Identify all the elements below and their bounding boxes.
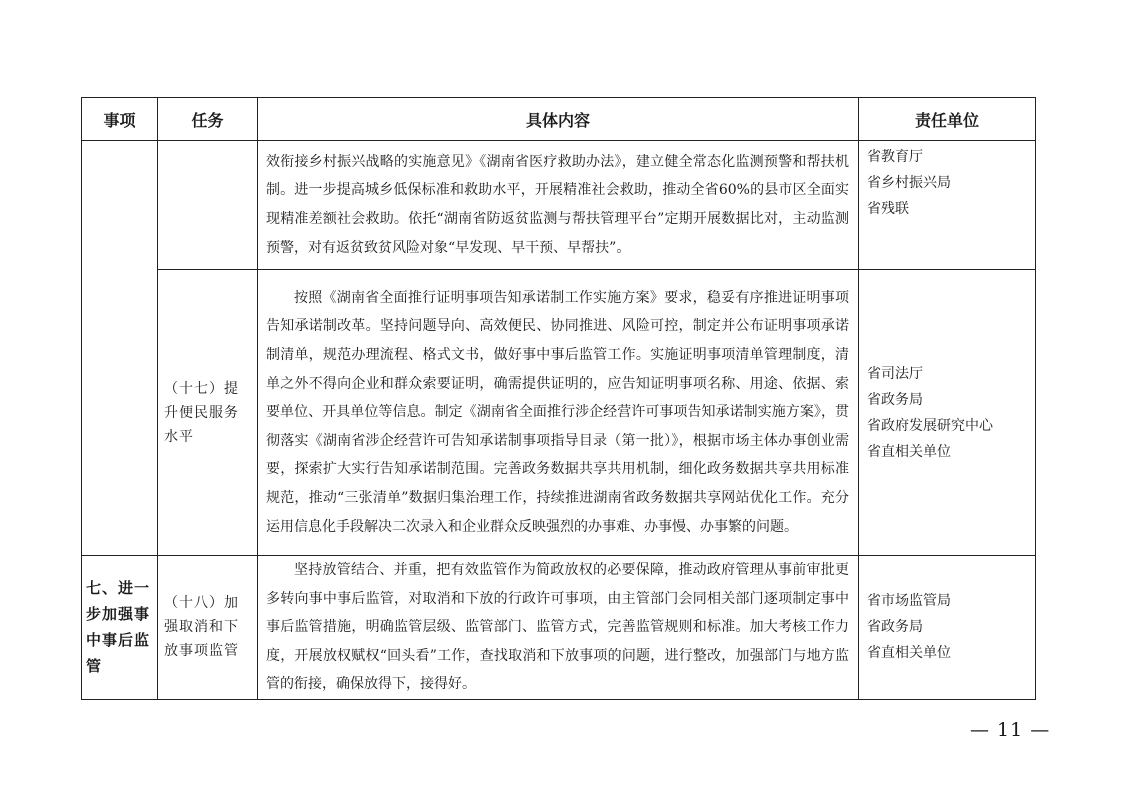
table-row [82, 270, 1036, 556]
content-cell [258, 141, 859, 270]
table-header-row [82, 98, 1036, 141]
header-matter: 事项 [82, 98, 158, 141]
header-task: 任务 [158, 98, 258, 141]
unit-item: 省直相关单位 [867, 645, 951, 662]
unit-cell [859, 141, 1036, 270]
matter-cell: 七、进一步加强事中事后监管 [82, 556, 158, 700]
content-text: 坚持放管结合、并重，把有效监管作为简政放权的必要保障，推动政府管理从事前审批更多转向事中事后监管，对取消和下放的行政许可事项，由主管部门会同相关部门逐项制定事中事后监管措施，明确监管层级、监管部门、监管方式，完善监管规则和标准。加大考核工作力度，开展放权赋权“回头看”工作，查找取消和下放事项的问题，进行整改，加强部门与地方监管的衔接，确保放得下，接得好。 [266, 562, 849, 693]
table-row [82, 141, 1036, 270]
unit-item: 省乡村振兴局 [867, 175, 951, 191]
unit-item: 省教育厅 [867, 149, 923, 165]
content-cell [258, 556, 859, 700]
unit-item: 省直相关单位 [867, 443, 951, 460]
unit-item: 省残联 [867, 201, 909, 217]
unit-item: 省政务局 [867, 619, 923, 636]
unit-item: 省司法厅 [867, 365, 923, 382]
content-text: 效衔接乡村振兴战略的实施意见》《湖南省医疗救助办法》，建立健全常态化监测预警和帮扶机制。进一步提高城乡低保标准和救助水平，开展精准社会救助，推动全省60%的县市区全面实现精准差额社会救助。依托“湖南省防返贫监测与帮扶管理平台”定期开展数据比对，主动监测预警，对有返贫致贫风险对象“早发现、早干预、早帮扶”。 [266, 153, 849, 256]
content-text: 按照《湖南省全面推行证明事项告知承诺制工作实施方案》要求，稳妥有序推进证明事项告知承诺制改革。坚持问题导向、高效便民、协同推进、风险可控，制定并公布证明事项承诺制清单，规范办理流程、格式文书，做好事中事后监管工作。实施证明事项清单管理制度，清单之外不得向企业和群众索要证明，确需提供证明的，应告知证明事项名称、用途、依据、索要单位、开具单位等信息。制定《湖南省全面推行涉企经营许可事项告知承诺制实施方案》，贯彻落实《湖南省涉企经营许可告知承诺制事项指导目录（第一批）》，根据市场主体办事创业需要，探索扩大实行告知承诺制范围。完善政务数据共享共用机制，细化政务数据共享共用标准规范，推动“三张清单”数据归集治理工作，持续推进湖南省政务数据共享网站优化工作。充分运用信息化手段解决二次录入和企业群众反映强烈的办事难、办事慢、办事繁的问题。 [266, 289, 849, 535]
header-content: 具体内容 [258, 98, 859, 141]
unit-item: 省政务局 [867, 391, 923, 408]
matter-cell [82, 141, 158, 556]
unit-item: 省政府发展研究中心 [867, 417, 993, 434]
task-cell: （十七）提升便民服务水平 [158, 270, 258, 556]
table-row [82, 556, 1036, 700]
task-cell: （十八）加强取消和下放事项监管 [158, 556, 258, 700]
content-cell [258, 270, 859, 556]
unit-cell [859, 270, 1036, 556]
task-cell [158, 141, 258, 270]
responsibility-table [81, 97, 1036, 700]
unit-item: 省市场监管局 [867, 593, 951, 610]
header-unit: 责任单位 [859, 98, 1036, 141]
unit-cell [859, 556, 1036, 700]
page-number: — 11 — [970, 719, 1051, 741]
